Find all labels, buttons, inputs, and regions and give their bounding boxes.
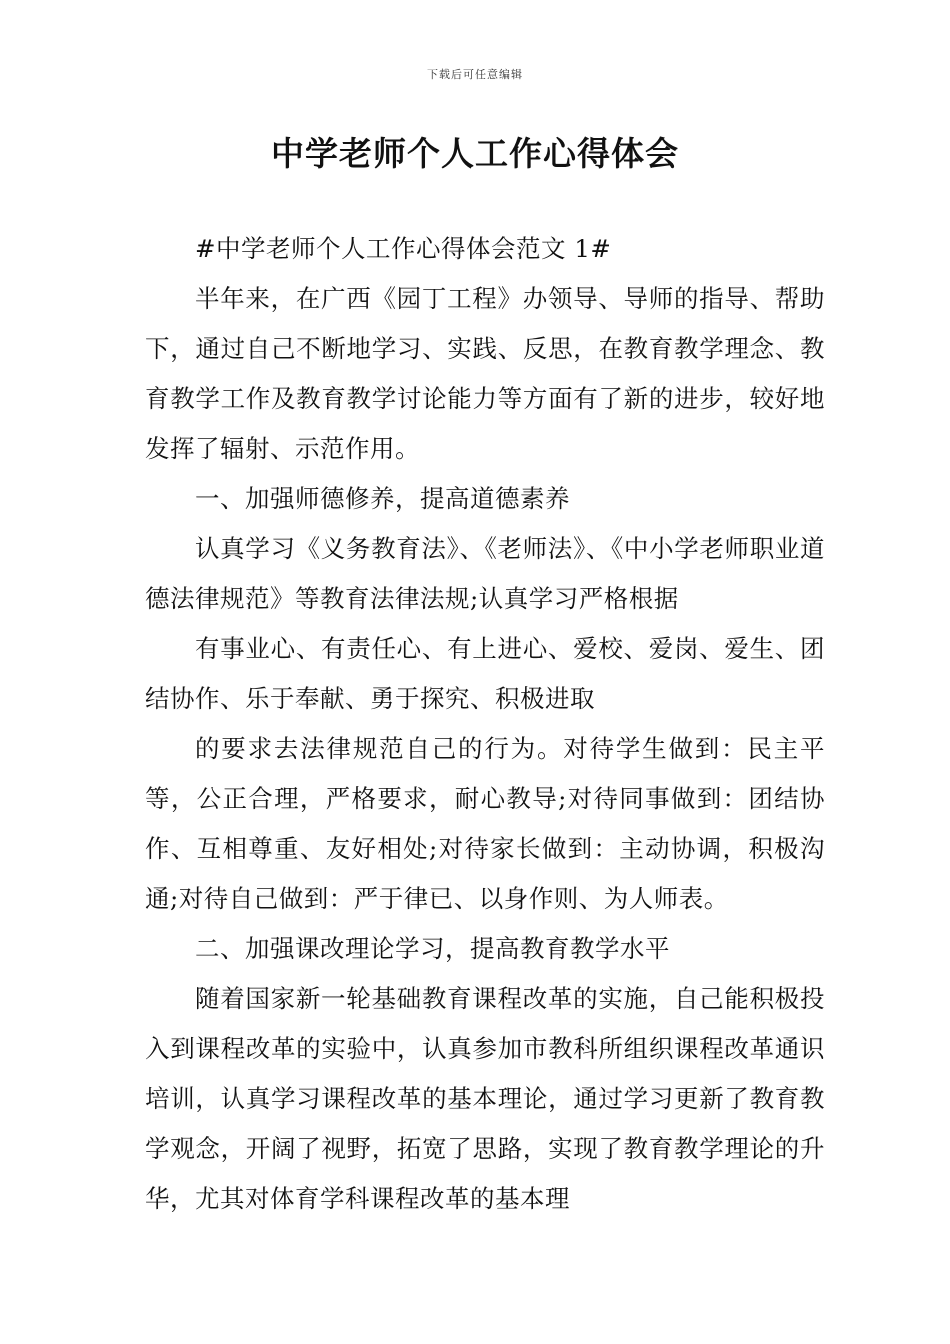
paragraph: 有事业心、有责任心、有上进心、爱校、爱岗、爱生、团结协作、乐于奉献、勇于探究、积极进取 <box>145 634 825 713</box>
header-note: 下载后可任意编辑 <box>427 68 523 81</box>
paragraph-heading: #中学老师个人工作心得体会范文 1# <box>195 234 612 263</box>
paragraph: 认真学习《义务教育法》、《老师法》、《中小学老师职业道德法律规范》等教育法律法规;认真学习严格根据 <box>145 534 825 613</box>
document-body <box>145 224 825 1224</box>
section-heading: 一、加强师德修养，提高道德素养 <box>195 484 570 513</box>
paragraph: 的要求去法律规范自己的行为。对待学生做到：民主平等，公正合理，严格要求，耐心教导;对待同事做到：团结协作、互相尊重、友好相处;对待家长做到：主动协调，积极沟通;对待自己做到：严于律已、以身作则、为人师表。 <box>145 734 825 913</box>
document-title: 中学老师个人工作心得体会 <box>271 134 679 173</box>
paragraph: 半年来，在广西《园丁工程》办领导、导师的指导、帮助下，通过自己不断地学习、实践、反思，在教育教学理念、教育教学工作及教育教学讨论能力等方面有了新的进步，较好地发挥了辐射、示范作用。 <box>145 284 825 463</box>
paragraph: 随着国家新一轮基础教育课程改革的实施，自己能积极投入到课程改革的实验中，认真参加市教科所组织课程改革通识培训，认真学习课程改革的基本理论，通过学习更新了教育教学观念，开阔了视野，拓宽了思路，实现了教育教学理论的升华，尤其对体育学科课程改革的基本理 <box>145 984 825 1213</box>
section-heading: 二、加强课改理论学习，提高教育教学水平 <box>195 934 670 963</box>
